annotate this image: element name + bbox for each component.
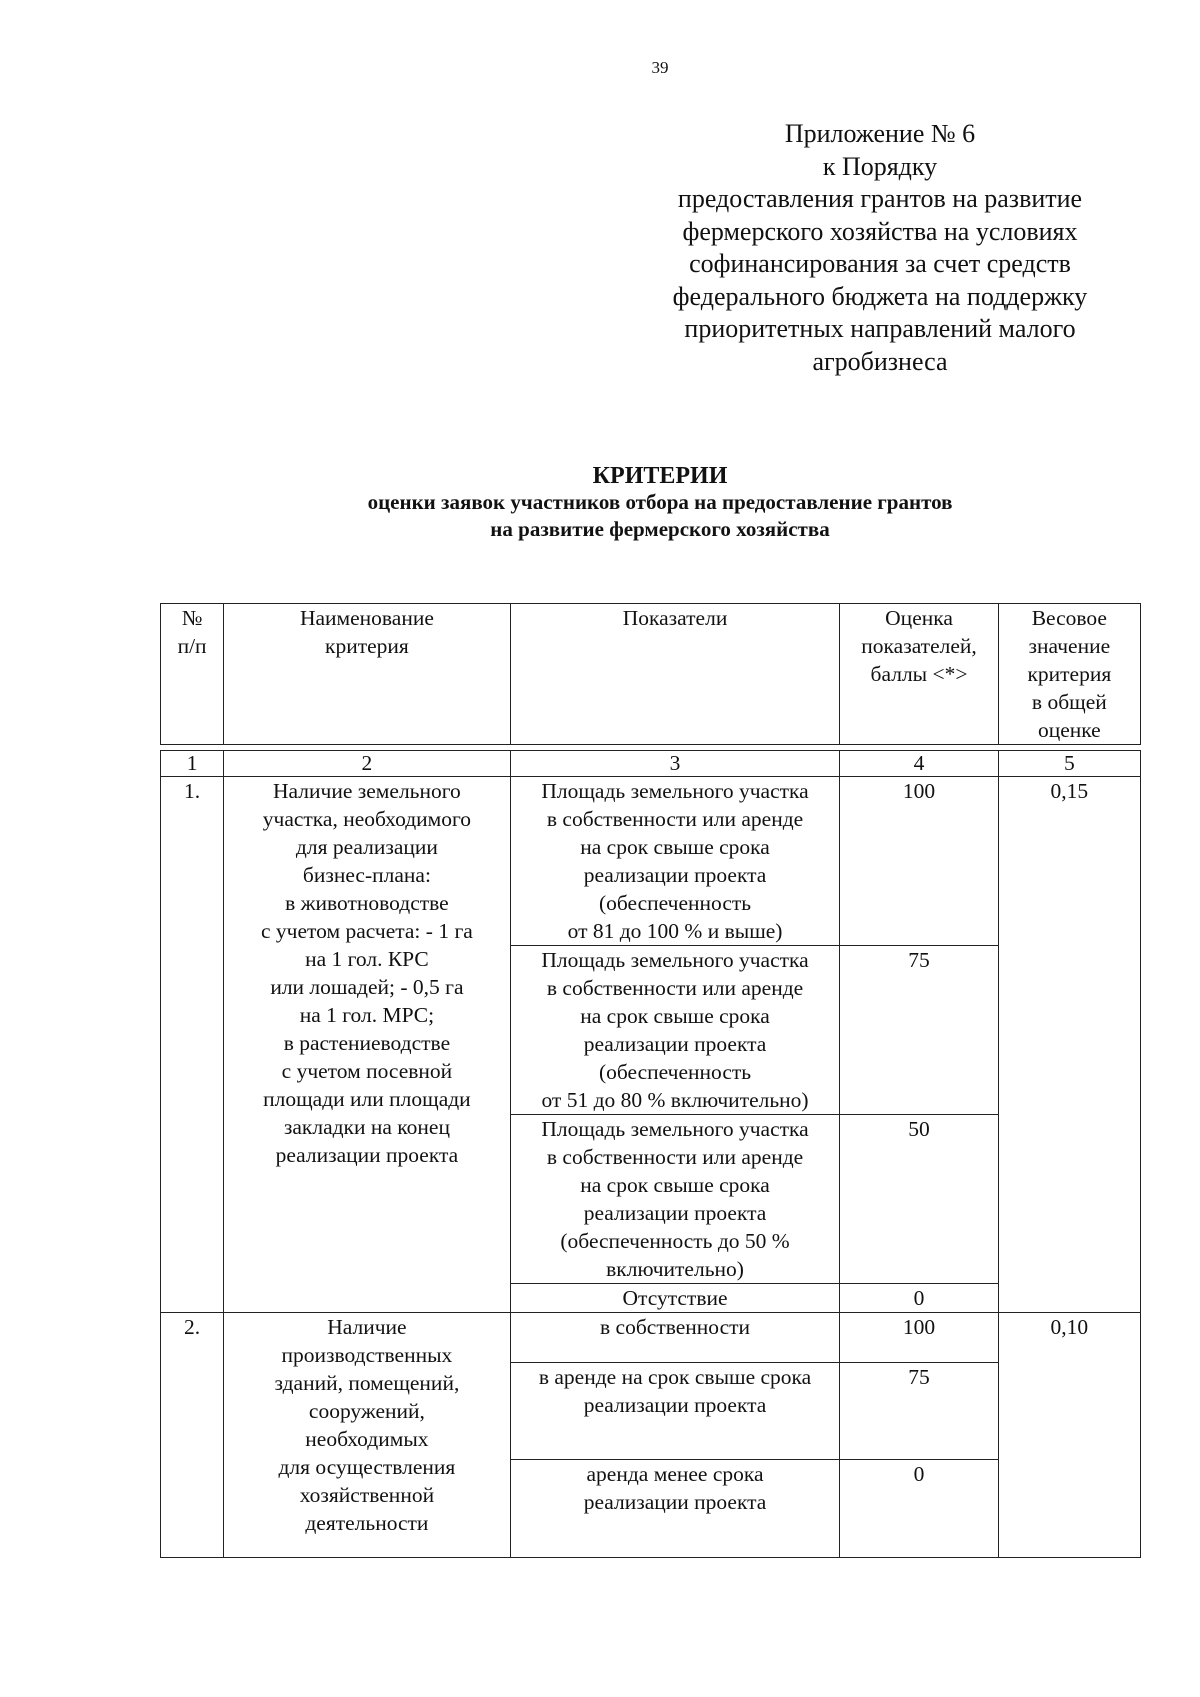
table-row (161, 1313, 1141, 1363)
criterion-number: 2. (161, 1313, 224, 1558)
criteria-table (160, 603, 1141, 1558)
column-number-row (161, 751, 1141, 777)
indicator-score: 50 (840, 1115, 998, 1284)
indicator-score: 100 (840, 777, 998, 946)
indicator-score: 0 (840, 1460, 998, 1558)
criterion-weight: 0,10 (998, 1313, 1140, 1558)
appendix-line: Приложение № 6 (784, 119, 976, 148)
indicator-text: в аренде на срок свыше срока реализации проекта (510, 1362, 840, 1460)
indicator-text: в собственности (510, 1313, 840, 1363)
document-title (250, 463, 1070, 543)
header-cell-number: № п/п (161, 604, 224, 745)
column-number-cell: 1 (161, 751, 224, 777)
title-heading: КРИТЕРИИ (592, 463, 728, 489)
indicator-text: аренда менее срока реализации проекта (510, 1460, 840, 1558)
column-number-cell: 5 (998, 751, 1140, 777)
title-line: оценки заявок участников отбора на предоставление грантов (367, 490, 953, 514)
title-line: на развитие фермерского хозяйства (490, 517, 830, 541)
indicator-score: 75 (840, 1362, 998, 1460)
appendix-line: федерального бюджета на поддержку (672, 281, 1088, 311)
header-cell-weight: Весовое значение критерия в общей оценке (998, 604, 1140, 745)
indicator-score: 100 (840, 1313, 998, 1363)
column-number-cell: 2 (224, 751, 511, 777)
appendix-line: приоритетных направлений малого (684, 314, 1076, 343)
appendix-line: софинансирования за счет средств (689, 249, 1071, 278)
indicator-text: Отсутствие (510, 1284, 840, 1313)
appendix-line: к Порядку (822, 151, 938, 181)
header-cell-indicators: Показатели (510, 604, 840, 745)
criterion-name: Наличие земельного участка, необходимого для реализации бизнес-плана: в животноводстве с учетом расчета: - 1 га на 1 гол. КРС или лошадей; - 0,5 га на 1 гол. МРС; в растениеводстве с учетом посевной площади или площади закладки на конец реализации проекта (224, 777, 511, 1313)
indicator-score: 75 (840, 946, 998, 1115)
indicator-text: Площадь земельного участка в собственности или аренде на срок свыше срока реализации проекта (обеспеченность от 81 до 100 % и выше) (510, 777, 840, 946)
indicator-score: 0 (840, 1284, 998, 1313)
indicator-text: Площадь земельного участка в собственности или аренде на срок свыше срока реализации проекта (обеспеченность от 51 до 80 % включительно) (510, 946, 840, 1115)
column-number-cell: 4 (840, 751, 998, 777)
table-header-row (161, 604, 1141, 745)
column-number-cell: 3 (510, 751, 840, 777)
table-row (161, 777, 1141, 946)
criterion-name: Наличие производственных зданий, помещений, сооружений, необходимых для осуществления хозяйственной деятельности (224, 1313, 511, 1558)
criterion-weight: 0,15 (998, 777, 1140, 1313)
criterion-number: 1. (161, 777, 224, 1313)
header-cell-score: Оценка показателей, баллы <*> (840, 604, 998, 745)
appendix-line: агробизнеса (812, 346, 948, 376)
appendix-line: предоставления грантов на развитие (677, 184, 1083, 213)
appendix-header (640, 118, 1120, 378)
header-cell-criterion: Наименование критерия (224, 604, 511, 745)
appendix-line: фермерского хозяйства на условиях (682, 216, 1078, 246)
page-number: 39 (651, 58, 669, 77)
indicator-text: Площадь земельного участка в собственности или аренде на срок свыше срока реализации проекта (обеспеченность до 50 % включительно) (510, 1115, 840, 1284)
